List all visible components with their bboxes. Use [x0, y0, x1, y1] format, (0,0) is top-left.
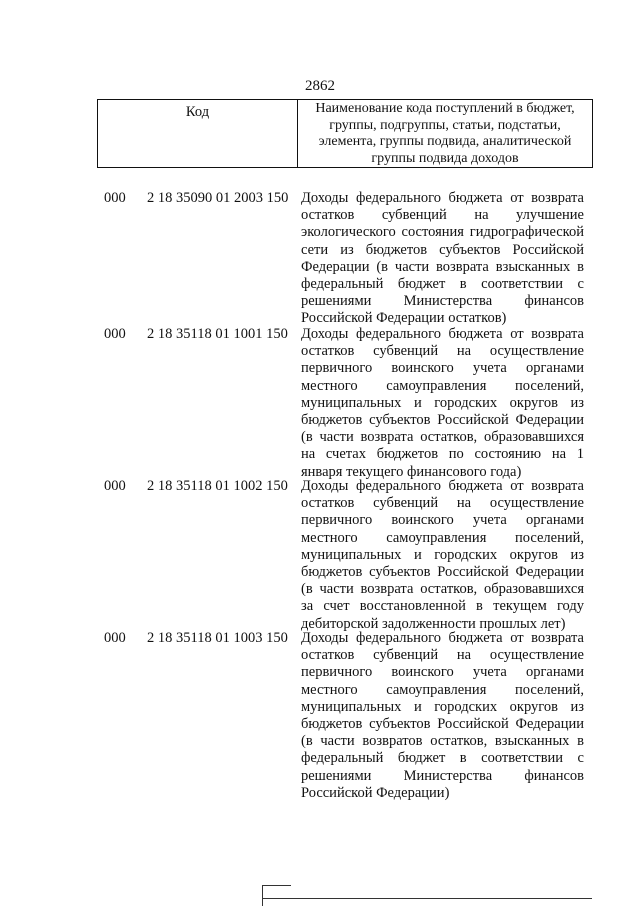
admin-code: 000	[104, 326, 126, 342]
header-code-column: Код	[98, 100, 298, 167]
admin-code: 000	[104, 478, 126, 494]
admin-code: 000	[104, 190, 126, 206]
revenue-description: Доходы федерального бюджета от возврата остатков субвенций на осуществление первичного воинского учета органами местного самоуправления поселений, муниципальных и городских округов из бюджетов субъектов Российской Федерации (в части возврата остатков, образовавшихся на счетах бюджетов по состоянию на 1 января текущего финансового года)	[301, 326, 584, 480]
revenue-code: 2 18 35118 01 1001 150	[147, 326, 288, 342]
table-header	[97, 99, 593, 168]
page-number: 2862	[305, 78, 335, 94]
revenue-code: 2 18 35090 01 2003 150	[147, 190, 289, 206]
revenue-description: Доходы федерального бюджета от возврата остатков субвенций на осуществление первичного воинского учета органами местного самоуправления поселений, муниципальных и городских округов из бюджетов субъектов Российской Федерации (в части возврата остатков, образовавшихся за счет восстановленной в текущем году дебиторской задолженности прошлых лет)	[301, 478, 584, 632]
revenue-description: Доходы федерального бюджета от возврата остатков субвенций на осуществление первичного воинского учета органами местного самоуправления поселений, муниципальных и городских округов из бюджетов субъектов Российской Федерации (в части возвратов остатков, взысканных в федеральный бюджет в соответствии с решениями Министерства финансов Российской Федерации)	[301, 630, 584, 801]
scan-edge-mark	[262, 885, 291, 906]
revenue-description: Доходы федерального бюджета от возврата остатков субвенций на улучшение экологического состояния гидрографической сети из бюджетов субъектов Российской Федерации (в части возврата взысканных в федеральный бюджет в соответствии с решениями Министерства финансов Российской Федерации остатков)	[301, 190, 584, 327]
scan-edge-line	[262, 898, 592, 899]
revenue-code: 2 18 35118 01 1003 150	[147, 630, 288, 646]
admin-code: 000	[104, 630, 126, 646]
header-name-column: Наименование кода поступлений в бюджет, группы, подгруппы, статьи, подстатьи, элемента, группы подвида, аналитической группы подвида доходов	[315, 101, 575, 166]
revenue-code: 2 18 35118 01 1002 150	[147, 478, 288, 494]
